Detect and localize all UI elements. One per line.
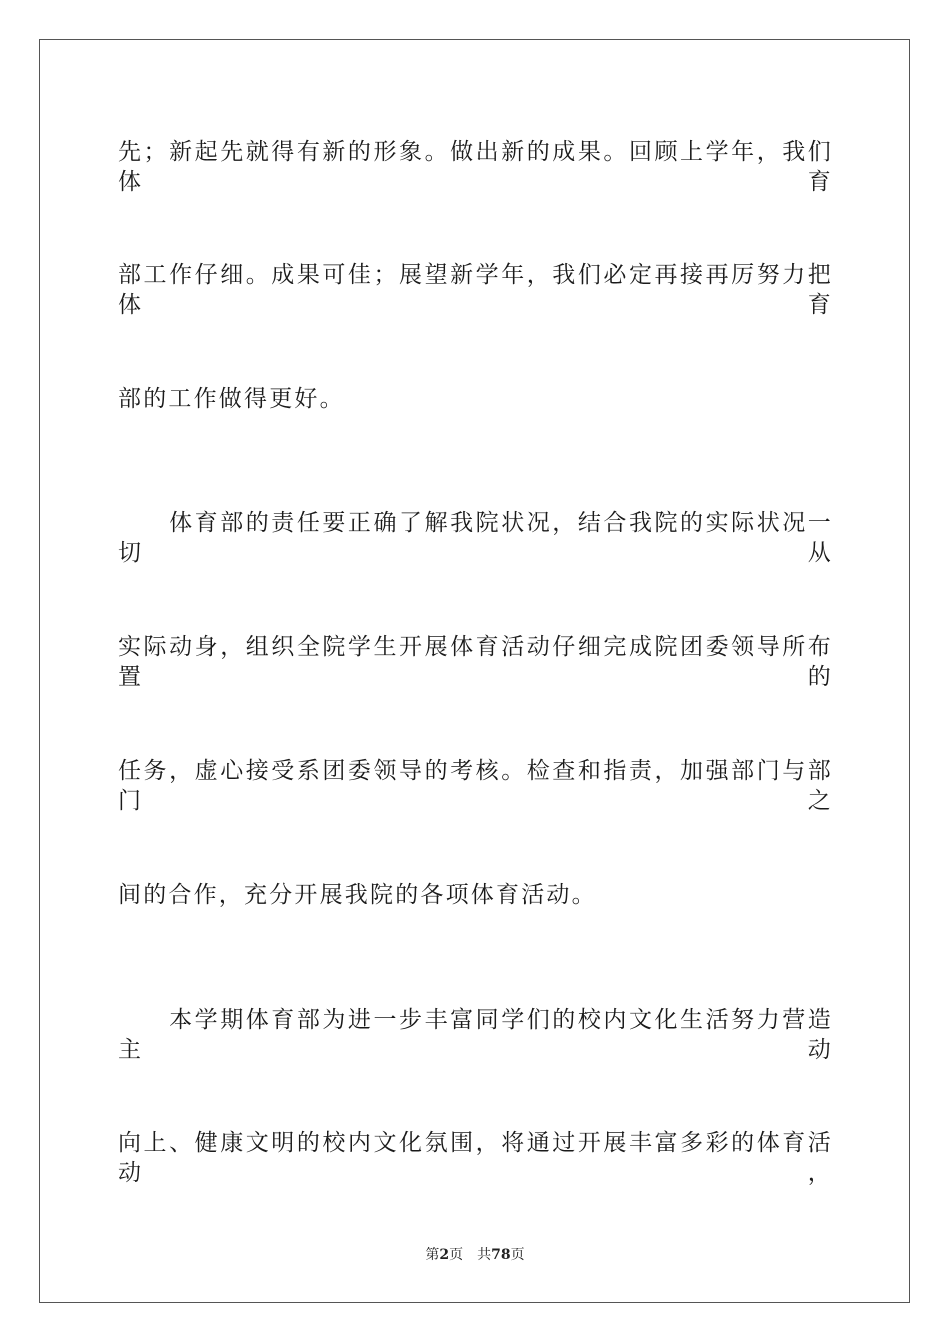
page-suffix: 页 — [449, 1247, 464, 1263]
page-number: 2 — [439, 1247, 450, 1263]
total-prefix: 共 — [477, 1247, 492, 1263]
text-line: 体育部的责任要正确了解我院状况，结合我院的实际状况一切从 — [118, 510, 833, 566]
text-line: 向上、健康文明的校内文化氛围，将通过开展丰富多彩的体育活动， — [118, 1130, 833, 1186]
text-line: 实际动身，组织全院学生开展体育活动仔细完成院团委领导所布置的 — [118, 634, 833, 690]
page-footer — [0, 1246, 950, 1264]
text-line: 先；新起先就得有新的形象。做出新的成果。回顾上学年，我们体育 — [118, 139, 833, 195]
total-suffix: 页 — [510, 1247, 525, 1263]
total-pages: 78 — [491, 1247, 511, 1263]
text-line: 间的合作，充分开展我院的各项体育活动。 — [118, 882, 597, 908]
text-line: 本学期体育部为进一步丰富同学们的校内文化生活努力营造主动 — [118, 1007, 833, 1063]
text-line: 部工作仔细。成果可佳；展望新学年，我们必定再接再厉努力把体育 — [118, 262, 833, 318]
text-line: 部的工作做得更好。 — [118, 386, 345, 412]
page-prefix: 第 — [425, 1247, 440, 1263]
text-line: 任务，虚心接受系团委领导的考核。检查和指责，加强部门与部门之 — [118, 758, 833, 814]
